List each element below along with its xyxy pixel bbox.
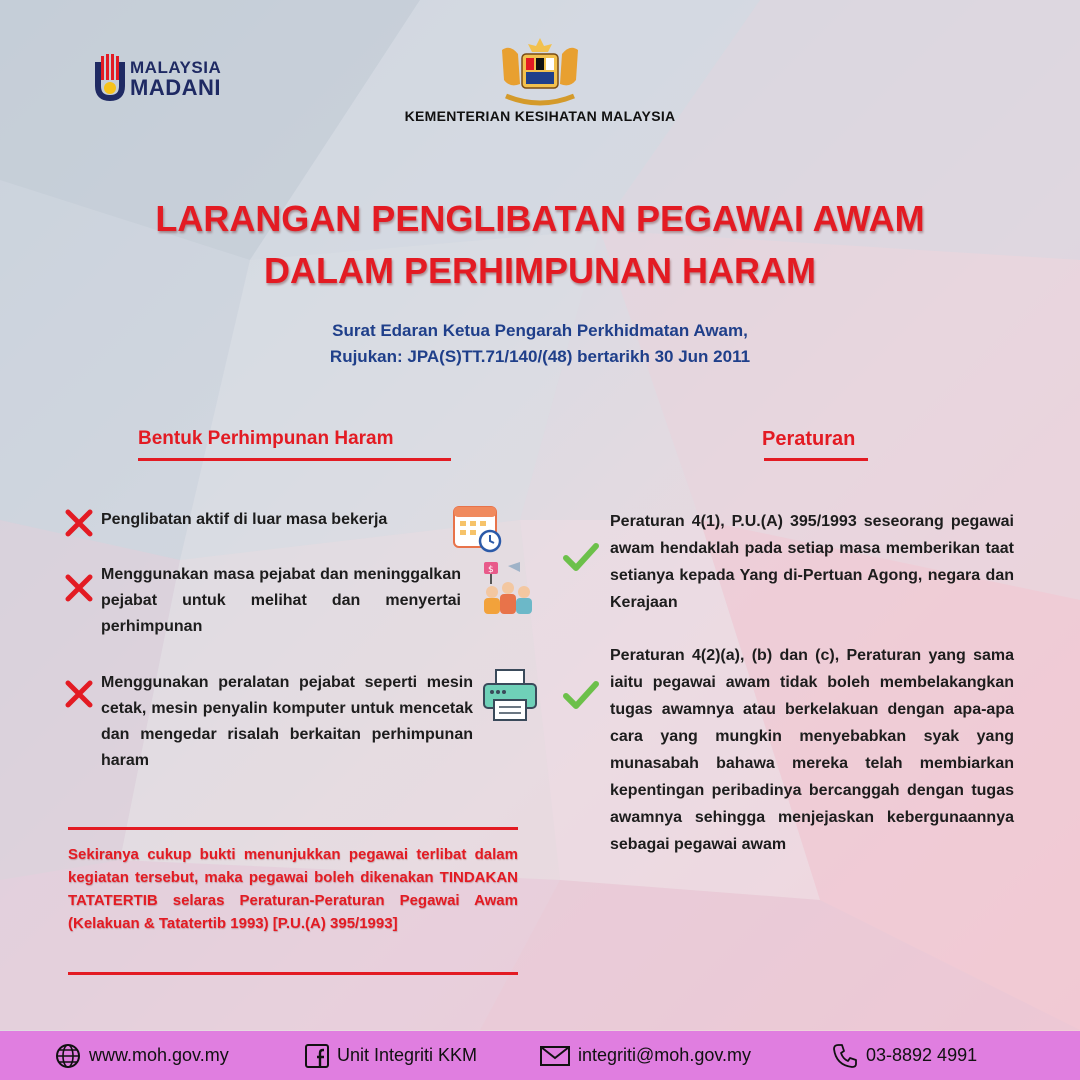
title-line1: LARANGAN PENGLIBATAN PEGAWAI AWAM bbox=[155, 198, 925, 239]
svg-text:$: $ bbox=[488, 565, 494, 575]
logo-line1: MALAYSIA bbox=[130, 58, 222, 77]
madani-emblem-icon bbox=[92, 52, 128, 102]
footer-email[interactable] bbox=[540, 1031, 751, 1080]
website-text: www.moh.gov.my bbox=[89, 1045, 229, 1065]
cross-icon bbox=[64, 508, 94, 538]
heading-underline-right bbox=[764, 458, 868, 461]
footer-website[interactable] bbox=[55, 1031, 229, 1080]
protest-crowd-icon bbox=[478, 558, 540, 618]
disciplinary-note: Sekiranya cukup bukti menunjukkan pegawai terlibat dalam kegiatan tersebut, maka pegawai boleh dikenakan TINDAKAN TATATERTIB selaras Peraturan-Peraturan Pegawai Awam (Kelakuan & Tatatertib 1993) [P.U.(A) 395/1993] bbox=[68, 846, 518, 932]
globe-icon bbox=[55, 1043, 81, 1069]
checkmark-icon bbox=[562, 541, 600, 573]
phone-text: 03-8892 4991 bbox=[866, 1045, 978, 1065]
cross-icon bbox=[64, 679, 94, 709]
rule-1: Peraturan 4(1), P.U.(A) 395/1993 seseorang pegawai awam hendaklah pada setiap masa memberikan taat setianya kepada Yang di-Pertuan Agong, negara dan Kerajaan bbox=[610, 513, 1014, 611]
cross-icon bbox=[64, 573, 94, 603]
note-top-line bbox=[68, 827, 518, 830]
envelope-icon bbox=[540, 1045, 570, 1067]
subtitle-line2: Rujukan: JPA(S)TT.71/140/(48) bertarikh 30 Jun 2011 bbox=[329, 347, 751, 366]
logo-line2: MADANI bbox=[130, 75, 221, 100]
coat-of-arms-icon bbox=[494, 32, 586, 112]
phone-icon bbox=[832, 1043, 858, 1069]
rule-2: Peraturan 4(2)(a), (b) dan (c), Peraturan yang sama iaitu pegawai awam tidak boleh membelakangkan tugas awamnya atau berkelakuan dengan apa-apa cara yang mungkin menyebabkan syak yang munasabah bahawa mereka telah membiarkan kepentingan peribadinya bercanggah dengan tugas awamnya sehingga menjejaskan kebergunaannya sebagai pegawai awam bbox=[610, 647, 1014, 853]
note-bottom-line bbox=[68, 972, 518, 975]
page-title bbox=[60, 193, 1020, 297]
section-heading-left: Bentuk Perhimpunan Haram bbox=[138, 428, 394, 449]
printer-icon bbox=[482, 668, 538, 722]
ministry-name: KEMENTERIAN KESIHATAN MALAYSIA bbox=[404, 108, 676, 124]
heading-underline-left bbox=[138, 458, 451, 461]
prohibition-item-1: Penglibatan aktif di luar masa bekerja bbox=[101, 511, 388, 528]
malaysia-madani-logo bbox=[92, 52, 232, 108]
title-line2: DALAM PERHIMPUNAN HARAM bbox=[264, 250, 816, 291]
facebook-icon bbox=[305, 1043, 329, 1069]
subtitle bbox=[200, 318, 880, 370]
calendar-clock-icon bbox=[452, 503, 504, 553]
facebook-text: Unit Integriti KKM bbox=[337, 1045, 478, 1065]
prohibition-item-3: Menggunakan peralatan pejabat seperti mesin cetak, mesin penyalin komputer untuk mencetak dan mengedar risalah berkaitan perhimpunan haram bbox=[101, 674, 473, 769]
footer-bar bbox=[0, 1031, 1080, 1080]
subtitle-line1: Surat Edaran Ketua Pengarah Perkhidmatan Awam, bbox=[332, 321, 748, 340]
prohibition-item-2: Menggunakan masa pejabat dan meninggalkan pejabat untuk melihat dan menyertai perhimpunan bbox=[101, 566, 461, 635]
footer-phone[interactable] bbox=[832, 1031, 977, 1080]
footer-facebook[interactable] bbox=[305, 1031, 477, 1080]
email-text: integriti@moh.gov.my bbox=[578, 1045, 751, 1065]
section-heading-right: Peraturan bbox=[762, 428, 856, 450]
checkmark-icon bbox=[562, 679, 600, 711]
